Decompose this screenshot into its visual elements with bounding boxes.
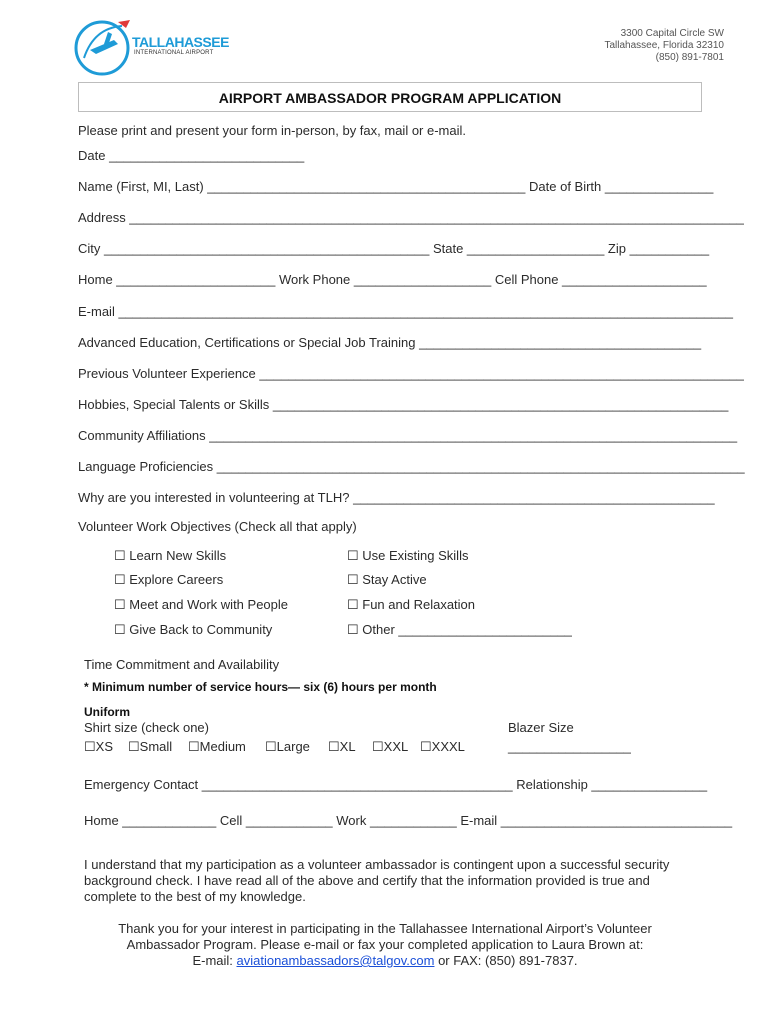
blazer-size-field[interactable]: _________________ [508,739,631,754]
objective-explore-checkbox[interactable]: ☐ Explore Careers [114,572,224,587]
education-field[interactable]: Advanced Education, Certifications or Special Job Training _______________________________________ [78,335,702,350]
size-medium-checkbox[interactable]: ☐Medium [188,739,246,754]
emergency-contact-field[interactable]: Emergency Contact ___________________________________________ Relationship ________________ [84,777,708,792]
uniform-heading: Uniform [84,705,130,719]
why-volunteer-field[interactable]: Why are you interested in volunteering at TLH? __________________________________________________ [78,490,715,505]
objective-active-checkbox[interactable]: ☐ Stay Active [347,572,427,587]
agreement-line: I understand that my participation as a volunteer ambassador is contingent upon a successful security [84,857,670,872]
intro-text: Please print and present your form in-person, by fax, mail or e-mail. [78,123,467,138]
thank-you-line: Ambassador Program. Please e-mail or fax your completed application to Laura Brown at: [126,937,644,952]
size-xxxl-checkbox[interactable]: ☐XXXL [420,739,465,754]
minimum-hours-note: * Minimum number of service hours— six (6) hours per month [84,680,437,694]
email-field[interactable]: E-mail _____________________________________________________________________________________ [78,304,733,319]
logo-subtitle: INTERNATIONAL AIRPORT [134,50,214,56]
size-xl-checkbox[interactable]: ☐XL [328,739,356,754]
ambassador-email-link[interactable]: aviationambassadors@talgov.com [236,953,435,968]
objective-existing-checkbox[interactable]: ☐ Use Existing Skills [347,548,469,563]
objective-meet-checkbox[interactable]: ☐ Meet and Work with People [114,597,288,612]
phone-fields[interactable]: Home ______________________ Work Phone ___________________ Cell Phone ____________________ [78,272,707,287]
date-field[interactable]: Date ___________________________ [78,148,305,163]
community-field[interactable]: Community Affiliations _________________________________________________________________________ [78,428,738,443]
airport-logo [74,18,234,78]
emergency-phones-field[interactable]: Home _____________ Cell ____________ Work ____________ E-mail ________________________________ [84,813,733,828]
logo-wordmark: TALLAHASSEE [132,34,229,50]
objective-learn-checkbox[interactable]: ☐ Learn New Skills [114,548,227,563]
objective-other-checkbox[interactable]: ☐ Other ________________________ [347,622,572,637]
size-xs-checkbox[interactable]: ☐XS [84,739,113,754]
email-prefix: E-mail: [192,953,237,968]
objective-fun-checkbox[interactable]: ☐ Fun and Relaxation [347,597,476,612]
hobbies-field[interactable]: Hobbies, Special Talents or Skills _______________________________________________________________ [78,397,729,412]
size-large-checkbox[interactable]: ☐Large [265,739,310,754]
address-phone: (850) 891-7801 [655,52,724,63]
name-field[interactable]: Name (First, MI, Last) ____________________________________________ Date of Birth _______________ [78,179,714,194]
contact-line [60,953,710,969]
address-street: 3300 Capital Circle SW [620,28,724,39]
size-small-checkbox[interactable]: ☐Small [128,739,173,754]
thank-you-text [60,921,710,969]
agreement-text [84,857,714,905]
thank-you-line: Thank you for your interest in participating in the Tallahassee International Airport’s Volunteer [118,921,652,936]
fax-text: or FAX: (850) 891-7837. [434,953,578,968]
address-city: Tallahassee, Florida 32310 [604,40,724,51]
agreement-line: background check. I have read all of the above and certify that the information provided is true and [84,873,650,888]
page-title: AIRPORT AMBASSADOR PROGRAM APPLICATION [78,82,702,112]
address-field[interactable]: Address _____________________________________________________________________________________ [78,210,744,225]
objectives-heading: Volunteer Work Objectives (Check all that apply) [78,519,357,534]
objective-giveback-checkbox[interactable]: ☐ Give Back to Community [114,622,273,637]
city-state-zip-field[interactable]: City _____________________________________________ State ___________________ Zip ___________ [78,241,710,256]
volunteer-experience-field[interactable]: Previous Volunteer Experience ___________________________________________________________________ [78,366,744,381]
agreement-line: complete to the best of my knowledge. [84,889,306,904]
time-heading: Time Commitment and Availability [84,657,280,672]
language-field[interactable]: Language Proficiencies _________________________________________________________________________ [78,459,745,474]
shirt-size-label: Shirt size (check one) [84,720,209,735]
blazer-size-label: Blazer Size [508,720,574,735]
airport-address [604,28,724,64]
size-xxl-checkbox[interactable]: ☐XXL [372,739,409,754]
